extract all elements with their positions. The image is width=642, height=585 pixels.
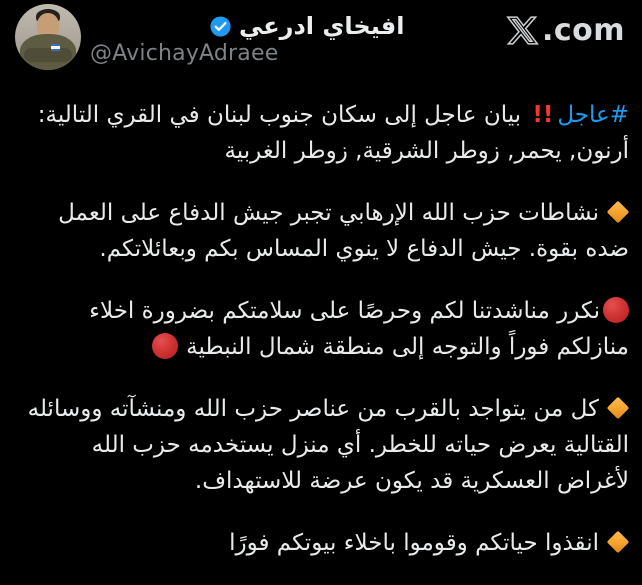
tweet-body: [14, 97, 629, 561]
avatar-crossed-arms: [24, 48, 72, 62]
israel-flag-patch: [51, 44, 60, 51]
handle[interactable]: @AvichayAdraee: [90, 41, 279, 66]
orange-diamond-emoji: [607, 201, 630, 224]
verified-badge-icon: [209, 15, 232, 38]
avatar[interactable]: [15, 4, 81, 70]
paragraph-text: بيان عاجل إلى سكان جنوب لبنان في القري التالية: أرنون, يحمر, زوطر الشرقية, زوطر الغربية: [37, 102, 629, 164]
paragraph-text: نشاطات حزب الله الإرهابي تجبر جيش الدفاع على العمل ضده بقوة. جيش الدفاع لا ينوي المساس بكم وبعائلاتكم.: [58, 200, 629, 262]
red-circle-emoji: [603, 297, 629, 323]
hashtag-link[interactable]: #عاجل: [557, 102, 629, 128]
paragraph-text: انقذوا حياتكم وقوموا باخلاء بيوتكم فورًا: [229, 530, 599, 556]
tweet-header: [0, 0, 642, 90]
display-name[interactable]: افيخاي ادرعي: [239, 12, 405, 40]
tweet-paragraph-5: [14, 525, 629, 561]
x-watermark: [506, 13, 625, 48]
tweet-paragraph-4: [14, 391, 629, 499]
orange-diamond-emoji: [607, 397, 630, 420]
xcom-label: .com: [541, 13, 625, 48]
double-exclamation-emoji: !!: [532, 102, 554, 128]
tweet-paragraph-2: [14, 195, 629, 267]
tweet-paragraph-1: [14, 97, 629, 169]
paragraph-text: كل من يتواجد بالقرب من عناصر حزب الله ومنشآته ووسائله القتالية يعرض حياته للخطر. أي منزل يستخدمه حزب الله لأغراض العسكرية قد يكون عرضة للاستهداف.: [27, 396, 629, 494]
orange-diamond-emoji: [607, 531, 630, 554]
paragraph-text: نكرر مناشدتنا لكم وحرصًا على سلامتكم بضرورة اخلاء منازلكم فوراً والتوجه إلى منطقة شمال النبطية: [89, 298, 629, 360]
tweet-paragraph-3: [14, 293, 629, 365]
name-row: [209, 12, 404, 40]
x-logo-icon: [506, 14, 539, 47]
red-circle-emoji: [152, 333, 178, 359]
